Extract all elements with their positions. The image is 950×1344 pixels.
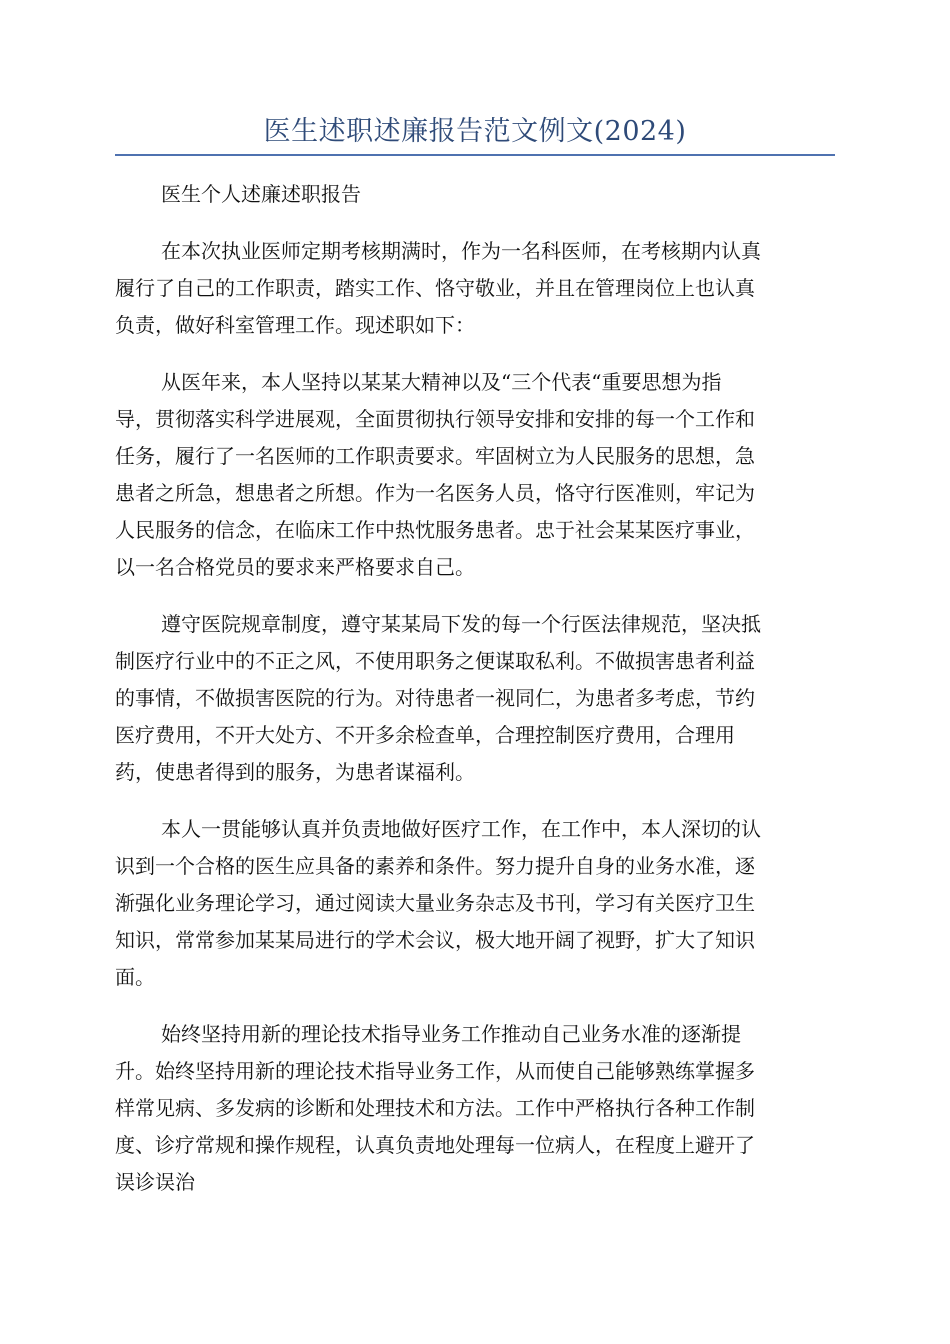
text-line: 导，贯彻落实科学进展观，全面贯彻执行领导安排和安排的每一个工作和 — [115, 407, 755, 431]
text-line: 医生个人述廉述职报告 — [161, 182, 361, 206]
text-line: 样常见病、多发病的诊断和处理技术和方法。工作中严格执行各种工作制 — [115, 1096, 755, 1120]
text-line: 从医年来，本人坚持以某某大精神以及“三个代表“重要思想为指 — [161, 370, 722, 394]
text-line: 知识，常常参加某某局进行的学术会议，极大地开阔了视野，扩大了知识 — [115, 928, 755, 952]
text-line: 升。始终坚持用新的理论技术指导业务工作，从而使自己能够熟练掌握多 — [115, 1059, 755, 1083]
paragraph — [115, 233, 835, 344]
text-line: 面。 — [115, 965, 155, 989]
document-body — [115, 176, 835, 1221]
text-line: 患者之所急，想患者之所想。作为一名医务人员，恪守行医准则，牢记为 — [115, 481, 755, 505]
text-line: 渐强化业务理论学习，通过阅读大量业务杂志及书刊，学习有关医疗卫生 — [115, 891, 755, 915]
paragraph — [115, 811, 835, 996]
text-line: 制医疗行业中的不正之风，不使用职务之便谋取私利。不做损害患者利益 — [115, 649, 755, 673]
text-line: 以一名合格党员的要求来严格要求自己。 — [115, 555, 475, 579]
paragraph — [115, 606, 835, 791]
paragraph — [115, 176, 835, 213]
text-line: 人民服务的信念，在临床工作中热忱服务患者。忠于社会某某医疗事业， — [115, 518, 755, 542]
text-line: 遵守医院规章制度，遵守某某局下发的每一个行医法律规范，坚决抵 — [161, 612, 761, 636]
document-title: 医生述职述廉报告范文例文(2024) — [263, 116, 687, 147]
text-line: 在本次执业医师定期考核期满时，作为一名科医师，在考核期内认真 — [161, 239, 761, 263]
text-line: 履行了自己的工作职责，踏实工作、恪守敬业，并且在管理岗位上也认真 — [115, 276, 755, 300]
paragraph — [115, 1016, 835, 1201]
text-line: 始终坚持用新的理论技术指导业务工作推动自己业务水准的逐渐提 — [161, 1022, 741, 1046]
text-line: 识到一个合格的医生应具备的素养和条件。努力提升自身的业务水准，逐 — [115, 854, 755, 878]
text-line: 任务，履行了一名医师的工作职责要求。牢固树立为人民服务的思想，急 — [115, 444, 755, 468]
text-line: 度、诊疗常规和操作规程，认真负责地处理每一位病人，在程度上避开了 — [115, 1133, 755, 1157]
paragraph — [115, 364, 835, 586]
text-line: 负责，做好科室管理工作。现述职如下： — [115, 313, 475, 337]
text-line: 的事情，不做损害医院的行为。对待患者一视同仁，为患者多考虑，节约 — [115, 686, 755, 710]
title-underline — [115, 154, 835, 156]
text-line: 误诊误治 — [115, 1170, 195, 1194]
text-line: 本人一贯能够认真并负责地做好医疗工作，在工作中，本人深切的认 — [161, 817, 761, 841]
text-line: 医疗费用，不开大处方、不开多余检查单，合理控制医疗费用，合理用 — [115, 723, 735, 747]
text-line: 药，使患者得到的服务，为患者谋福利。 — [115, 760, 475, 784]
